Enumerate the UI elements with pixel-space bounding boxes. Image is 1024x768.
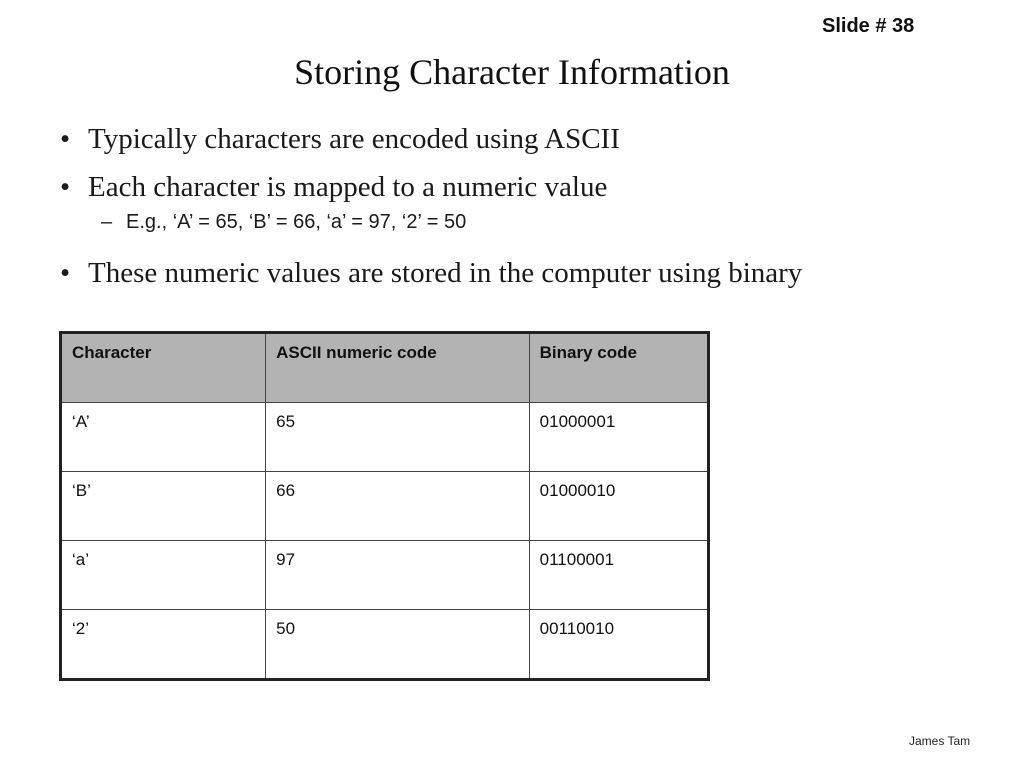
slide-title: Storing Character Information bbox=[294, 52, 730, 92]
cell-ascii-code: 65 bbox=[266, 403, 530, 472]
bullet-marker: • bbox=[60, 257, 71, 289]
bullet-text: Typically characters are encoded using ASCII bbox=[88, 123, 620, 155]
author-footer: James Tam bbox=[909, 734, 971, 748]
cell-binary-code: 01000001 bbox=[529, 403, 708, 472]
sub-bullet-item bbox=[60, 210, 1000, 234]
sub-bullet-marker: – bbox=[101, 211, 113, 233]
cell-character: ‘a’ bbox=[61, 541, 266, 610]
bullet-list bbox=[60, 120, 1000, 302]
bullet-text: These numeric values are stored in the computer using binary bbox=[88, 257, 803, 289]
cell-binary-code: 01100001 bbox=[529, 541, 708, 610]
bullet-item bbox=[60, 168, 1000, 206]
header-character: Character bbox=[61, 333, 266, 403]
bullet-marker: • bbox=[60, 123, 71, 155]
cell-ascii-code: 50 bbox=[266, 610, 530, 680]
bullet-item bbox=[60, 254, 1000, 292]
sub-bullet-text: E.g., ‘A’ = 65, ‘B’ = 66, ‘a’ = 97, ‘2’ = 50 bbox=[126, 211, 467, 233]
ascii-table bbox=[59, 331, 710, 681]
table-row bbox=[61, 472, 709, 541]
table-row bbox=[61, 610, 709, 680]
cell-character: ‘2’ bbox=[61, 610, 266, 680]
table-row bbox=[61, 403, 709, 472]
cell-ascii-code: 97 bbox=[266, 541, 530, 610]
table-header-row bbox=[61, 333, 709, 403]
bullet-text: Each character is mapped to a numeric value bbox=[88, 171, 608, 203]
cell-ascii-code: 66 bbox=[266, 472, 530, 541]
bullet-item bbox=[60, 120, 1000, 158]
header-ascii-code: ASCII numeric code bbox=[266, 333, 530, 403]
header-binary-code: Binary code bbox=[529, 333, 708, 403]
cell-character: ‘A’ bbox=[61, 403, 266, 472]
cell-character: ‘B’ bbox=[61, 472, 266, 541]
slide-number: Slide # 38 bbox=[822, 15, 915, 37]
table-row bbox=[61, 541, 709, 610]
cell-binary-code: 00110010 bbox=[529, 610, 708, 680]
bullet-marker: • bbox=[60, 171, 71, 203]
cell-binary-code: 01000010 bbox=[529, 472, 708, 541]
